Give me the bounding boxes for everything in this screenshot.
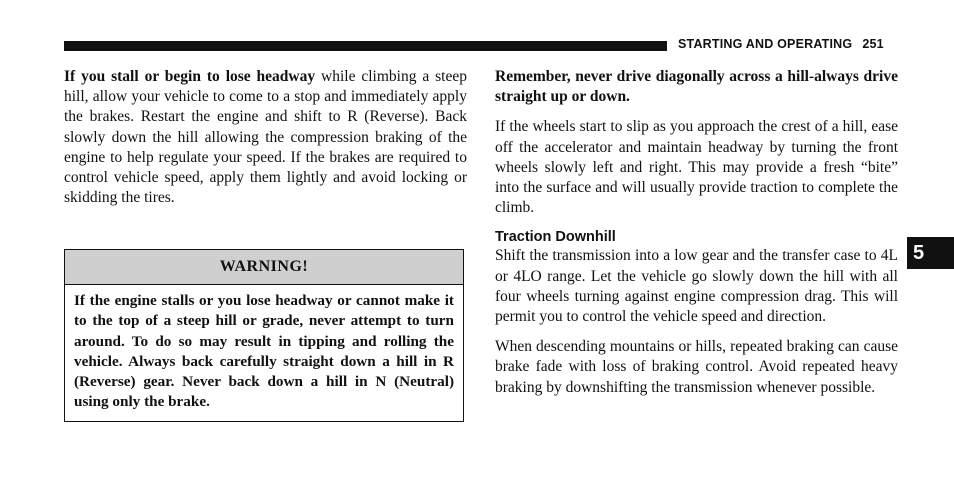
warning-box bbox=[64, 249, 464, 422]
wheel-slip-paragraph: If the wheels start to slip as you approach the crest of a hill, ease off the accelerator and maintain headway by turning the front wheels slowly left and right. This may provide a fresh “bite” into the surface and will usually provide traction to complete the climb. bbox=[495, 118, 898, 217]
header-rule bbox=[64, 41, 667, 51]
warning-title: WARNING! bbox=[65, 250, 463, 285]
chapter-tab: 5 bbox=[907, 237, 954, 269]
running-header bbox=[678, 37, 884, 51]
stall-lead-in: If you stall or begin to lose headway bbox=[64, 68, 316, 85]
right-column bbox=[495, 67, 898, 408]
page-number: 251 bbox=[862, 37, 884, 51]
diagonal-reminder bbox=[495, 67, 898, 107]
traction-downhill-heading: Traction Downhill bbox=[495, 229, 616, 246]
stall-paragraph bbox=[64, 67, 467, 208]
stall-body: while climbing a steep hill, allow your vehicle to come to a stop and immediately apply the brakes. Restart the engine and shift to R (Reverse). Back slowly down the hill allowing the compression braking of the engine to help regulate your speed. If the brakes are required to control vehicle speed, apply them lightly and avoid locking or skidding the tires. bbox=[64, 68, 467, 207]
warning-text: If the engine stalls or you lose headway or cannot make it to the top of a steep hill or grade, never attempt to turn around. To do so may result in tipping and rolling the vehicle. Always back carefully straight down a hill in R (Reverse) gear. Never back down a hill in N (Neutral) using only the brake. bbox=[74, 292, 454, 411]
left-column bbox=[64, 67, 467, 208]
brake-fade-paragraph: When descending mountains or hills, repeated braking can cause brake fade with loss of braking control. Avoid repeated heavy braking by downshifting the transmission whenever possible. bbox=[495, 338, 898, 396]
section-title: STARTING AND OPERATING bbox=[678, 37, 853, 51]
downhill-paragraph: Shift the transmission into a low gear and the transfer case to 4L or 4LO range. Let the vehicle go slowly down the hill with all four wheels turning against engine compression drag. This will permit you to control the vehicle speed and direction. bbox=[495, 247, 898, 326]
diagonal-reminder-text: Remember, never drive diagonally across a hill-always drive straight up or down. bbox=[495, 68, 898, 106]
